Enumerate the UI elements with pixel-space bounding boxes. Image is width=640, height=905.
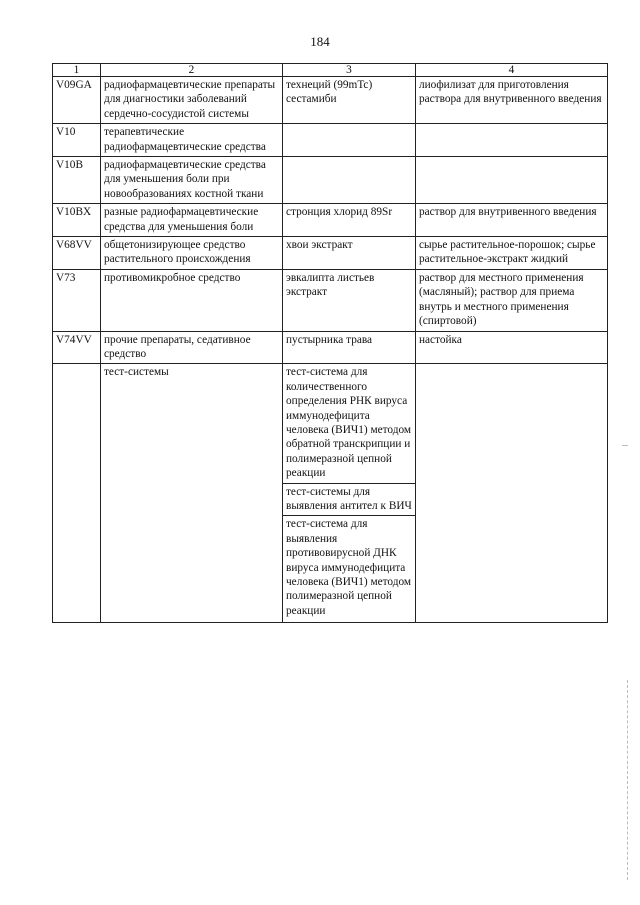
drug-name-entry: тест-системы для выявления антител к ВИЧ [283, 483, 415, 516]
table-row [53, 157, 608, 204]
drug-name-cell [283, 124, 416, 157]
table-row [53, 204, 608, 237]
group-name-cell: тест-системы [101, 364, 283, 623]
header-cell-3: 3 [283, 64, 416, 77]
scan-margin-line [627, 680, 628, 880]
table-row [53, 364, 608, 623]
header-cell-1: 1 [53, 64, 101, 77]
header-cell-2: 2 [101, 64, 283, 77]
atc-code-cell: V10 [53, 124, 101, 157]
atc-code-cell: V74VV [53, 331, 101, 364]
page-number: 184 [310, 34, 330, 49]
drug-name-entry: пустырника трава [286, 333, 373, 346]
dosage-form-cell: сырье растительное-порошок; сырье растительное-экстракт жидкий [416, 237, 608, 270]
atc-code-cell [53, 364, 101, 623]
drug-name-entry: тест-система для выявления противовирусной ДНК вируса иммунодефицита человека (ВИЧ1) методом полимеразной цепной реакции [283, 515, 415, 620]
drug-name-cell [283, 364, 416, 623]
drug-name-entry [286, 125, 412, 127]
drug-name-cell [283, 77, 416, 124]
atc-code-cell: V10BX [53, 204, 101, 237]
drug-name-cell [283, 157, 416, 204]
dosage-form-cell: лиофилизат для приготовления раствора для внутривенного введения [416, 77, 608, 124]
dosage-form-cell [416, 364, 608, 623]
table-row [53, 269, 608, 331]
drug-name-cell [283, 331, 416, 364]
group-name-cell: общетонизирующее средство растительного происхождения [101, 237, 283, 270]
drug-name-cell [283, 204, 416, 237]
group-name-cell: радиофармацевтические средства для уменьшения боли при новообразованиях костной ткани [101, 157, 283, 204]
table-row [53, 331, 608, 364]
table-body [53, 77, 608, 623]
table-row [53, 237, 608, 270]
atc-code-cell: V73 [53, 269, 101, 331]
group-name-cell: разные радиофармацевтические средства для уменьшения боли [101, 204, 283, 237]
drug-name-cell [283, 237, 416, 270]
drug-name-entry: технеций (99mTc) сестамиби [286, 79, 373, 106]
drug-name-entry [286, 158, 412, 160]
header-cell-4: 4 [416, 64, 608, 77]
group-name-cell: терапевтические радиофармацевтические средства [101, 124, 283, 157]
drug-name-cell [283, 269, 416, 331]
dosage-form-cell: раствор для внутривенного введения [416, 204, 608, 237]
group-name-cell: радиофармацевтические препараты для диагностики заболеваний сердечно-сосудистой системы [101, 77, 283, 124]
dosage-form-cell: настойка [416, 331, 608, 364]
table-row [53, 124, 608, 157]
group-name-cell: противомикробное средство [101, 269, 283, 331]
drug-name-entry: эвкалипта листьев экстракт [286, 271, 375, 299]
dosage-form-cell [416, 157, 608, 204]
dosage-form-cell: раствор для местного применения (масляный); раствор для приема внутрь и местного применения (спиртовой) [416, 269, 608, 331]
atc-code-cell: V10B [53, 157, 101, 204]
group-name-cell: прочие препараты, седативное средство [101, 331, 283, 364]
atc-code-cell: V68VV [53, 237, 101, 270]
atc-code-cell: V09GA [53, 77, 101, 124]
drug-name-entry: хвои экстракт [286, 239, 353, 252]
dosage-form-cell [416, 124, 608, 157]
drug-name-entry: стронция хлорид 89Sr [286, 206, 393, 219]
table-row [53, 77, 608, 124]
header-row [53, 64, 608, 77]
drug-name-entry: тест-система для количественного определения РНК вируса иммунодефицита человека (ВИЧ1) методом обратной транскрипции и полимеразной цепной реакции [286, 366, 412, 480]
scan-margin-mark [622, 445, 628, 446]
medication-table [52, 63, 608, 623]
